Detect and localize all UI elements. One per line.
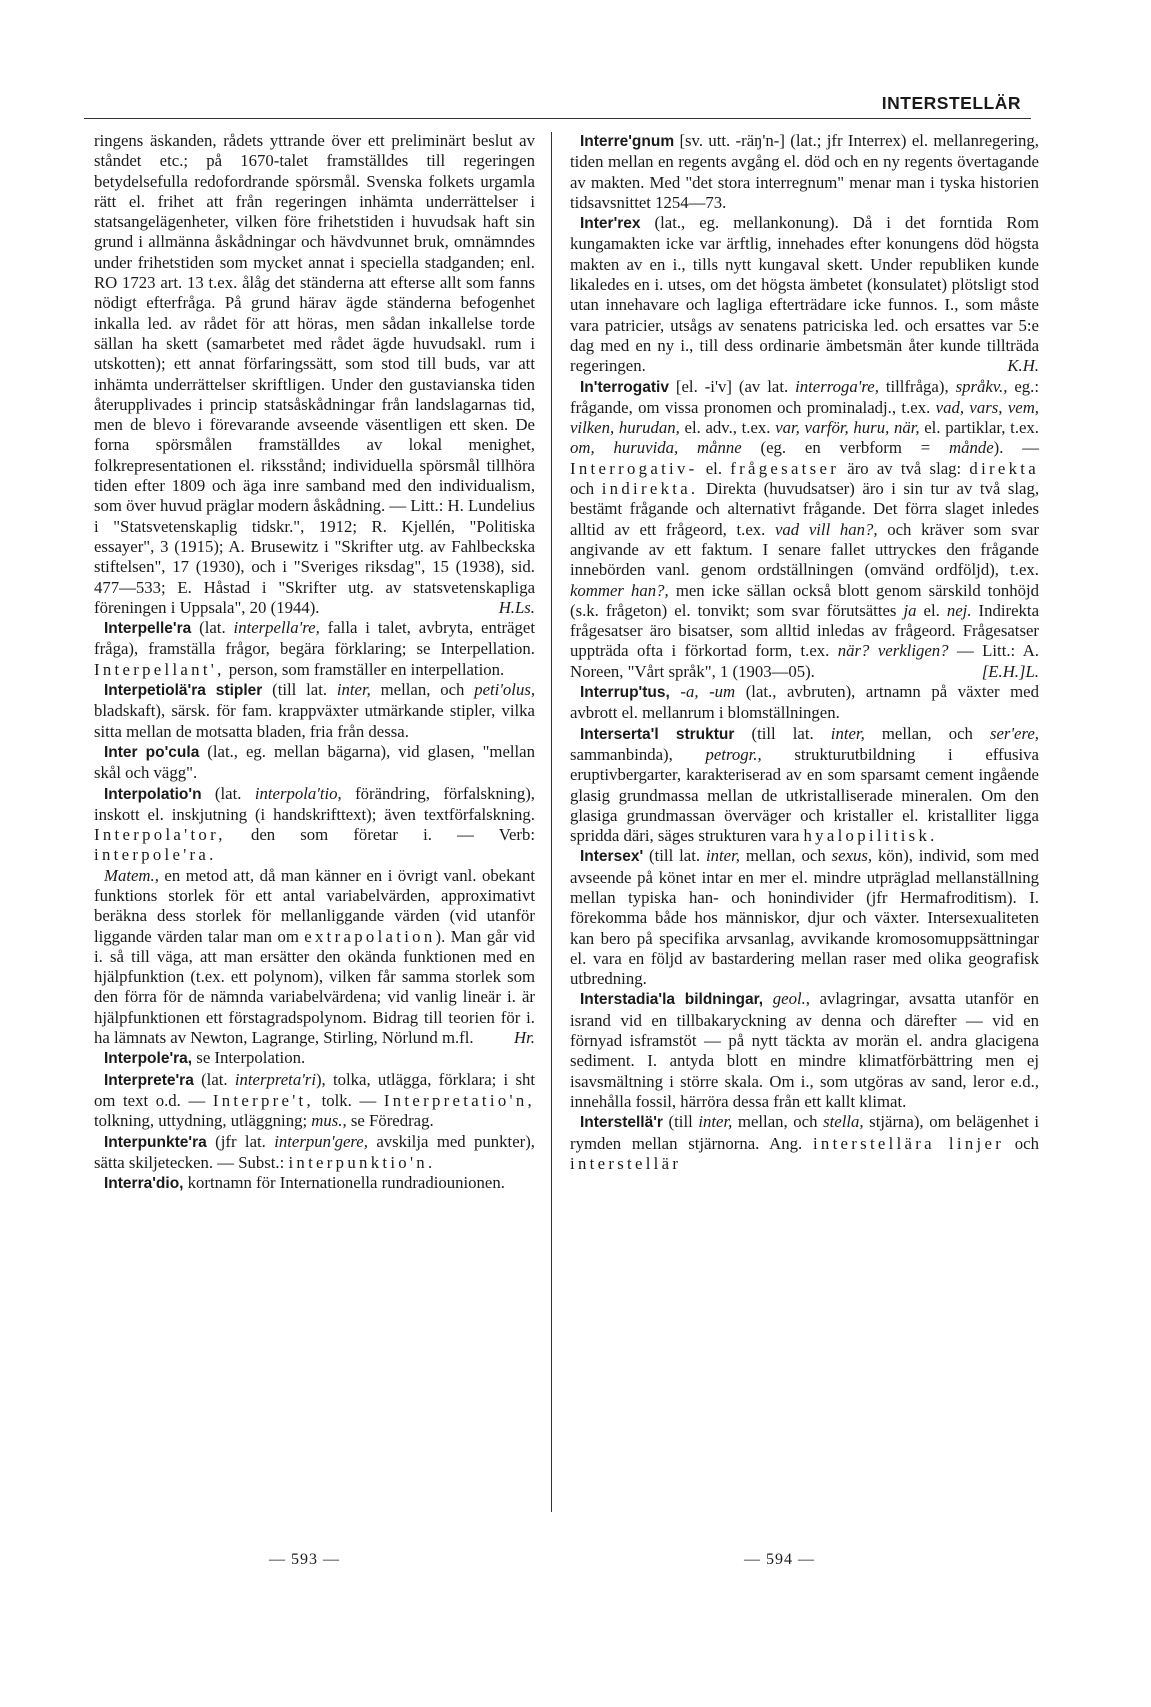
entry-continuation: ringens äskanden, rådets yttrande över ett preliminärt beslut av ståndet etc.; på 1670-talet framställdes till regeringen betydelsefulla redofordrande spörsmål. Svenska folkets urgamla rätt el. frihet att från regeringen inhämta underrättelser i statsangelägenheter, vilken före frihetstiden i huvudsak haft sin grund i allmänna åskådningar och hävdvunnet bruk, omnämndes under frihetstiden som mycket annat i speciella stadganden; enl. RO 1723 art. 13 t.ex. ålåg det ständerna att efterse allt som fanns nödigt efterfråga. På grund härav ägde ständerna befogenhet inkalla led. av rådet för att höras, men sådan inkallelse torde sällan ha skett (samarbetet med rådet ägde huvudsakl. rum i utskotten); ett annat förfaringssätt, som stod till buds, var att inhämta underrättelser skriftligen. Under den gustavianska tiden återupplivades i princip statsåskådningar från landslagarnas tid, men de blevo i förevarande avseende väsentligen ett sken. De forna spörsmålen framställdes av lokal menighet, folkrepresentationen el. riksstånd; individuella spörsmål tillhöra tiden efter 1809 och äga inre samband med den individualism, som över huvud präglar modern åskådning. — Litt.: H. Lundelius i "Statsvetenskaplig tidskr.", 1912; R. Kjellén, "Politiska essayer", 3 (1915); A. Brusewitz i "Skrifter utg. av Fahlbeckska stiftelsen", 17 (1930), och i "Sveriges riksdag", 15 (1938), sid. 477—533; E. Håstad i "Skrifter utg. av statsvetenskapliga föreningen i Uppsala", 20 (1944). H.Ls. bbox=[94, 131, 536, 617]
entry-inter-pocula: Inter po'cula (lat., eg. mellan bägarna), vid glasen, "mellan skål och vägg". bbox=[94, 741, 535, 783]
entry-interpunktera: Interpunkte'ra (jfr lat. interpun'gere, avskilja med punkter), sätta skiljetecken. — Subst.: interpunktio'n. bbox=[94, 1131, 535, 1172]
headword: Interpelle'ra bbox=[104, 620, 192, 638]
headword: Interre'gnum bbox=[580, 133, 675, 150]
entry-intersertal-struktur: Interserta'l struktur (till lat. inter, mellan, och ser'ere, sammanbinda), petrogr., strukturutbildning i effusiva eruptivbergarter, karakteriserad av en som sparsamt cement ingående glasig grundmassa mellan de utkristalliserade mineralen. Om den glasiga grundmassan överväger och kristaller el. kristalliter ligga spridda däri, säges strukturen vara hyalopilitisk. bbox=[570, 723, 1039, 846]
entry-interrogativ: In'terrogativ [el. -i'v] (av lat. interroga're, tillfråga), språkv., eg.: frågande, om vissa pronomen och prominaladj., t.ex. vad, vars, vem, vilken, hurudan, el. adv., t.ex. var, varför, huru, när, el. partiklar, t.ex. om, huruvida, månne (eg. en verbform = månde). — Interrogativ- el. frågesatser äro av två slag: direkta och indirekta. Direkta (huvudsatser) äro i sin tur av två slag, bestämt frågande och alternativt frågande. Det förra slaget inledes alltid av ett frågeord, t.ex. vad vill han?, och kräver som svar angivande av ett faktum. I senare fallet uttryckes den frågande innebörden vanl. genom ordställningen (omvänd ordföljd), t.ex. kommer han?, men icke sällan också blott genom särskild tonhöjd (s.k. frågeton) el. tonvikt; som svar förutsättes ja el. nej. Indirekta frågesatser äro bisatser, som alltid inledas av frågeord. Frågesatser uppträda ofta i förkortad form, t.ex. när? verkligen? — Litt.: A. Noreen, "Vårt språk", 1 (1903—05). [E.H.]L. bbox=[570, 376, 1040, 681]
headword: Interstellä'r bbox=[580, 1114, 663, 1132]
entry-interpetiolara-stipler: Interpetiolä'ra stipler (till lat. inter, mellan, och peti'olus, bladskaft), särsk. för fam. krappväxter utmärkande stipler, vilka sitta mellan de motsatta bladen, fria från dessa. bbox=[94, 680, 536, 741]
entry-interradio: Interra'dio, kortnamn för Internationella rundradiounionen. bbox=[104, 1173, 505, 1193]
author-signature: H.Ls. bbox=[498, 597, 535, 617]
headword: Interserta'l struktur bbox=[580, 725, 735, 743]
entry-interregnum: Interre'gnum [sv. utt. -räŋ'n-] (lat.; jfr Interrex) el. mellanregering, tiden mellan en regents avgång el. död och en ny regents övertagande av makten. Med "det stora interregnum" menar man i tyska historien tidsavsnittet 1254—73. bbox=[570, 131, 1039, 212]
headword: Inter'rex bbox=[580, 215, 641, 233]
headword: Interra'dio, bbox=[104, 1175, 184, 1193]
headword: Interprete'ra bbox=[104, 1071, 194, 1089]
headword: Interpetiolä'ra stipler bbox=[104, 682, 263, 700]
entry-interrex: Inter'rex (lat., eg. mellankonung). Då i det forntida Rom kungamakten icke var ärftlig, innehades efter konungens död högsta makten av en i., tills nytt kungaval skett. Under republiken kunde likaledes en i. utses, om det högsta ämbetet (konsulatet) plötsligt stod utan innehavare och lagliga efterträdare icke funnos. I., som måste vara patricier, utsågs av senatens patriciska led. och ersattes var 5:e dag med en ny i., till dess ordinarie ämbetsmän åter kunde tillträda regeringen. K.H. bbox=[570, 213, 1039, 376]
entry-interpretera: Interprete'ra (lat. interpreta'ri), tolka, utlägga, förklara; i sht om text o.d. — Interpre't, tolk. — Interpretatio'n, tolkning, uttydning, utläggning; mus., se Föredrag. bbox=[94, 1069, 535, 1131]
right-column bbox=[570, 131, 1039, 1174]
headword: In'terrogativ bbox=[580, 378, 669, 396]
entry-intersex: Intersex' (till lat. inter, mellan, och sexus, kön), individ, som med avseende på könet intar en mer el. mindre utpräglad mellanställning mellan typiska han- och honindivider (jfr Hermafroditism). I. förekomma både hos människor, djur och växter. Intersexualiteten kan bero på specifika arvsanlag, avvikande kromosomuppsättningar el. vara en följd av bastardering mellan raser med olika geografisk utbredning. bbox=[570, 846, 1040, 989]
entry-interpellera: Interpelle'ra (lat. interpella're, falla i talet, avbryta, enträget fråga), framställa frågor, begära förklaring; se Interpellation. Interpellant', person, som framställer en interpellation. bbox=[94, 618, 536, 679]
headword: Intersex' bbox=[580, 848, 644, 866]
headword: Interpole'ra, bbox=[104, 1050, 193, 1068]
headword: Interpolatio'n bbox=[104, 785, 202, 803]
author-signature: Hr. bbox=[514, 1028, 535, 1048]
left-column bbox=[94, 131, 535, 1194]
author-signature: [E.H.]L. bbox=[981, 661, 1039, 681]
page-number-right: — 594 — bbox=[744, 1551, 815, 1568]
header-rule bbox=[84, 118, 1031, 119]
entry-interstadiala-bildningar: Interstadia'la bildningar, geol., avlagringar, avsatta utanför en isrand vid en tillbakaryckning av denna och därefter — vid en förnyad isframstöt — på nytt täckta av morän el. andra glacigena sediment. I. antyda blott en mindre klimatförbättring men ej isavsmältning i större skala. Om i., som utgöras av sand, leror e.d., innehålla fossil, härröra dessa från ett kallt klimat. bbox=[570, 989, 1040, 1111]
running-head: INTERSTELLÄR bbox=[881, 93, 1021, 113]
column-rule bbox=[551, 132, 552, 1512]
headword: Inter po'cula bbox=[104, 743, 200, 761]
entry-interpolation: Interpolatio'n (lat. interpola'tio, förändring, förfalskning), inskott el. inskjutning (i handskrifttext); även textförfalskning. Interpola'tor, den som företar i. — Verb: interpole'ra. bbox=[94, 783, 535, 865]
entry-interpolera: Interpole'ra, se Interpolation. bbox=[104, 1048, 306, 1068]
entry-interstellar: Interstellä'r (till inter, mellan, och stella, stjärna), om belägenhet i rymden mellan stjärnorna. Ang. interstellära linjer och interstellär bbox=[570, 1112, 1040, 1173]
entry-interpolation-math: Matem., en metod att, då man känner en i övrigt vanl. obekant funktions storlek för ett antal variabelvärden, approximativt beräkna dess storlek för mellanliggande värden (vid utanför liggande värden talar man om extrapolation). Man går vid i. så till väga, att man ersätter den okända funktionen med en hjälpfunktion (t.ex. ett polynom), vilken får samma storlek som den förra för de nämnda variabelvärdena; vid vanlig lineär i. är hjälpfunktionen ett förstagradspolynom. Bidrag till teorien för i. ha lämnats av Newton, Lagrange, Stirling, Nörlund m.fl. Hr. bbox=[94, 865, 535, 1048]
headword: Interrup'tus, bbox=[580, 684, 670, 702]
entry-interruptus: Interrup'tus, -a, -um (lat., avbruten), artnamn på växter med avbrott el. mellanrum i blomställningen. bbox=[570, 682, 1039, 723]
page-number-left: — 593 — bbox=[269, 1551, 340, 1568]
author-signature: K.H. bbox=[1007, 356, 1039, 376]
headword: Interstadia'la bildningar, bbox=[580, 991, 764, 1009]
headword: Interpunkte'ra bbox=[104, 1133, 207, 1151]
